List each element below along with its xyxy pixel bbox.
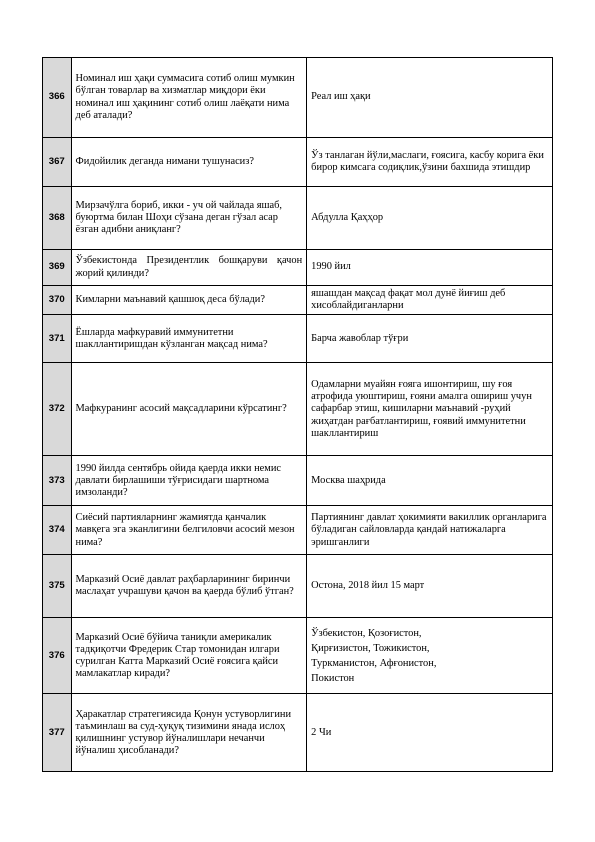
- answer-cell: Партиянинг давлат ҳокимияти вакиллик органларига бўладиган сайловларда қандай натижаларга эришганлиги: [307, 506, 553, 555]
- row-number: 372: [43, 363, 72, 456]
- answer-cell: 2 Чи: [307, 694, 553, 772]
- row-number: 373: [43, 456, 72, 506]
- answer-cell: яшашдан мақсад фақат мол дунё йиғиш деб хисоблайдиганларни: [307, 286, 553, 315]
- answer-cell: Ўз танлаган йўли,маслаги, ғоясига, касбу корига ёки бирор кимсага содиқлик,ўзини бахшида этишдир: [307, 138, 553, 187]
- question-cell: Марказий Осиё давлат раҳбарларининг биринчи маслаҳат учрашуви қачон ва қаерда бўлиб ўтган?: [71, 555, 307, 618]
- table-row: [43, 286, 553, 315]
- question-cell: Сиёсий партияларнинг жамиятда қанчалик мавқега эга эканлигини белгиловчи асосий мезон нима?: [71, 506, 307, 555]
- question-cell: Ёшларда мафкуравий иммунитетни шакллантиришдан кўзланган мақсад нима?: [71, 315, 307, 363]
- table-row: [43, 250, 553, 286]
- table-row: [43, 506, 553, 555]
- question-cell: Марказий Осиё бўйича таниқли америкалик тадқиқотчи Фредерик Стар томонидан илгари сурилган Катта Марказий Осиё ғоясига қайси мамлакатлар киради?: [71, 618, 307, 694]
- question-cell: Мирзачўлга бориб, икки - уч ой чайлада яшаб, буюртма билан Шоҳи сўзана деган гўзал асар ёзган адибни аниқланг?: [71, 187, 307, 250]
- table-row: [43, 138, 553, 187]
- table-row: [43, 58, 553, 138]
- question-cell: Номинал иш ҳақи суммасига сотиб олиш мумкин бўлган товарлар ва хизматлар миқдори ёки номинал иш ҳақининг сотиб олиш лаёқати нима деб аталади?: [71, 58, 307, 138]
- table-row: [43, 363, 553, 456]
- questions-table: [42, 57, 553, 772]
- answer-line: Туркманистон, Афғонистон,: [311, 657, 437, 669]
- question-cell: Ўзбекистонда Президентлик бошқаруви қачон жорий қилинди?: [71, 250, 307, 286]
- question-cell: Ҳаракатлар стратегиясида Қонун устуворлигини таъминлаш ва суд-ҳуқуқ тизимини янада ислоҳ қилишнинг устувор йўналишлари нечанчи йўналиш ҳисобланади?: [71, 694, 307, 772]
- question-cell: Фидойилик деганда нимани тушунасиз?: [71, 138, 307, 187]
- answer-cell: Барча жавоблар тўғри: [307, 315, 553, 363]
- answer-cell: Абдулла Қаҳҳор: [307, 187, 553, 250]
- answer-cell: 1990 йил: [307, 250, 553, 286]
- answer-cell: [307, 618, 553, 694]
- answer-cell: Реал иш ҳақи: [307, 58, 553, 138]
- row-number: 367: [43, 138, 72, 187]
- table-row: [43, 694, 553, 772]
- table-row: [43, 315, 553, 363]
- question-cell: Мафкуранинг асосий мақсадларини кўрсатинг?: [71, 363, 307, 456]
- row-number: 366: [43, 58, 72, 138]
- question-cell: 1990 йилда сентябрь ойида қаерда икки немис давлати бирлашиши тўғрисидаги шартнома имзоланди?: [71, 456, 307, 506]
- answer-line: Ўзбекистон, Қозоғистон,: [311, 627, 422, 639]
- answer-cell: Остона, 2018 йил 15 март: [307, 555, 553, 618]
- row-number: 376: [43, 618, 72, 694]
- answer-line: Покистон: [311, 672, 355, 684]
- row-number: 371: [43, 315, 72, 363]
- answer-cell: Одамларни муайян ғояга ишонтириш, шу ғоя атрофида уюштириш, ғояни амалга ошириш учун сафарбар этиш, кишиларни маънавий -руҳий жиҳатдан рағбатлантириш, ғоявий иммунитетни шакллантириш: [307, 363, 553, 456]
- question-cell: Кимларни маънавий қашшоқ деса бўлади?: [71, 286, 307, 315]
- answer-line: Қирғизистон, Тожикистон,: [311, 642, 430, 654]
- row-number: 368: [43, 187, 72, 250]
- answer-cell: Москва шаҳрида: [307, 456, 553, 506]
- row-number: 375: [43, 555, 72, 618]
- row-number: 374: [43, 506, 72, 555]
- table-row: [43, 555, 553, 618]
- table-row: [43, 618, 553, 694]
- row-number: 377: [43, 694, 72, 772]
- table-row: [43, 187, 553, 250]
- row-number: 370: [43, 286, 72, 315]
- row-number: 369: [43, 250, 72, 286]
- table-row: [43, 456, 553, 506]
